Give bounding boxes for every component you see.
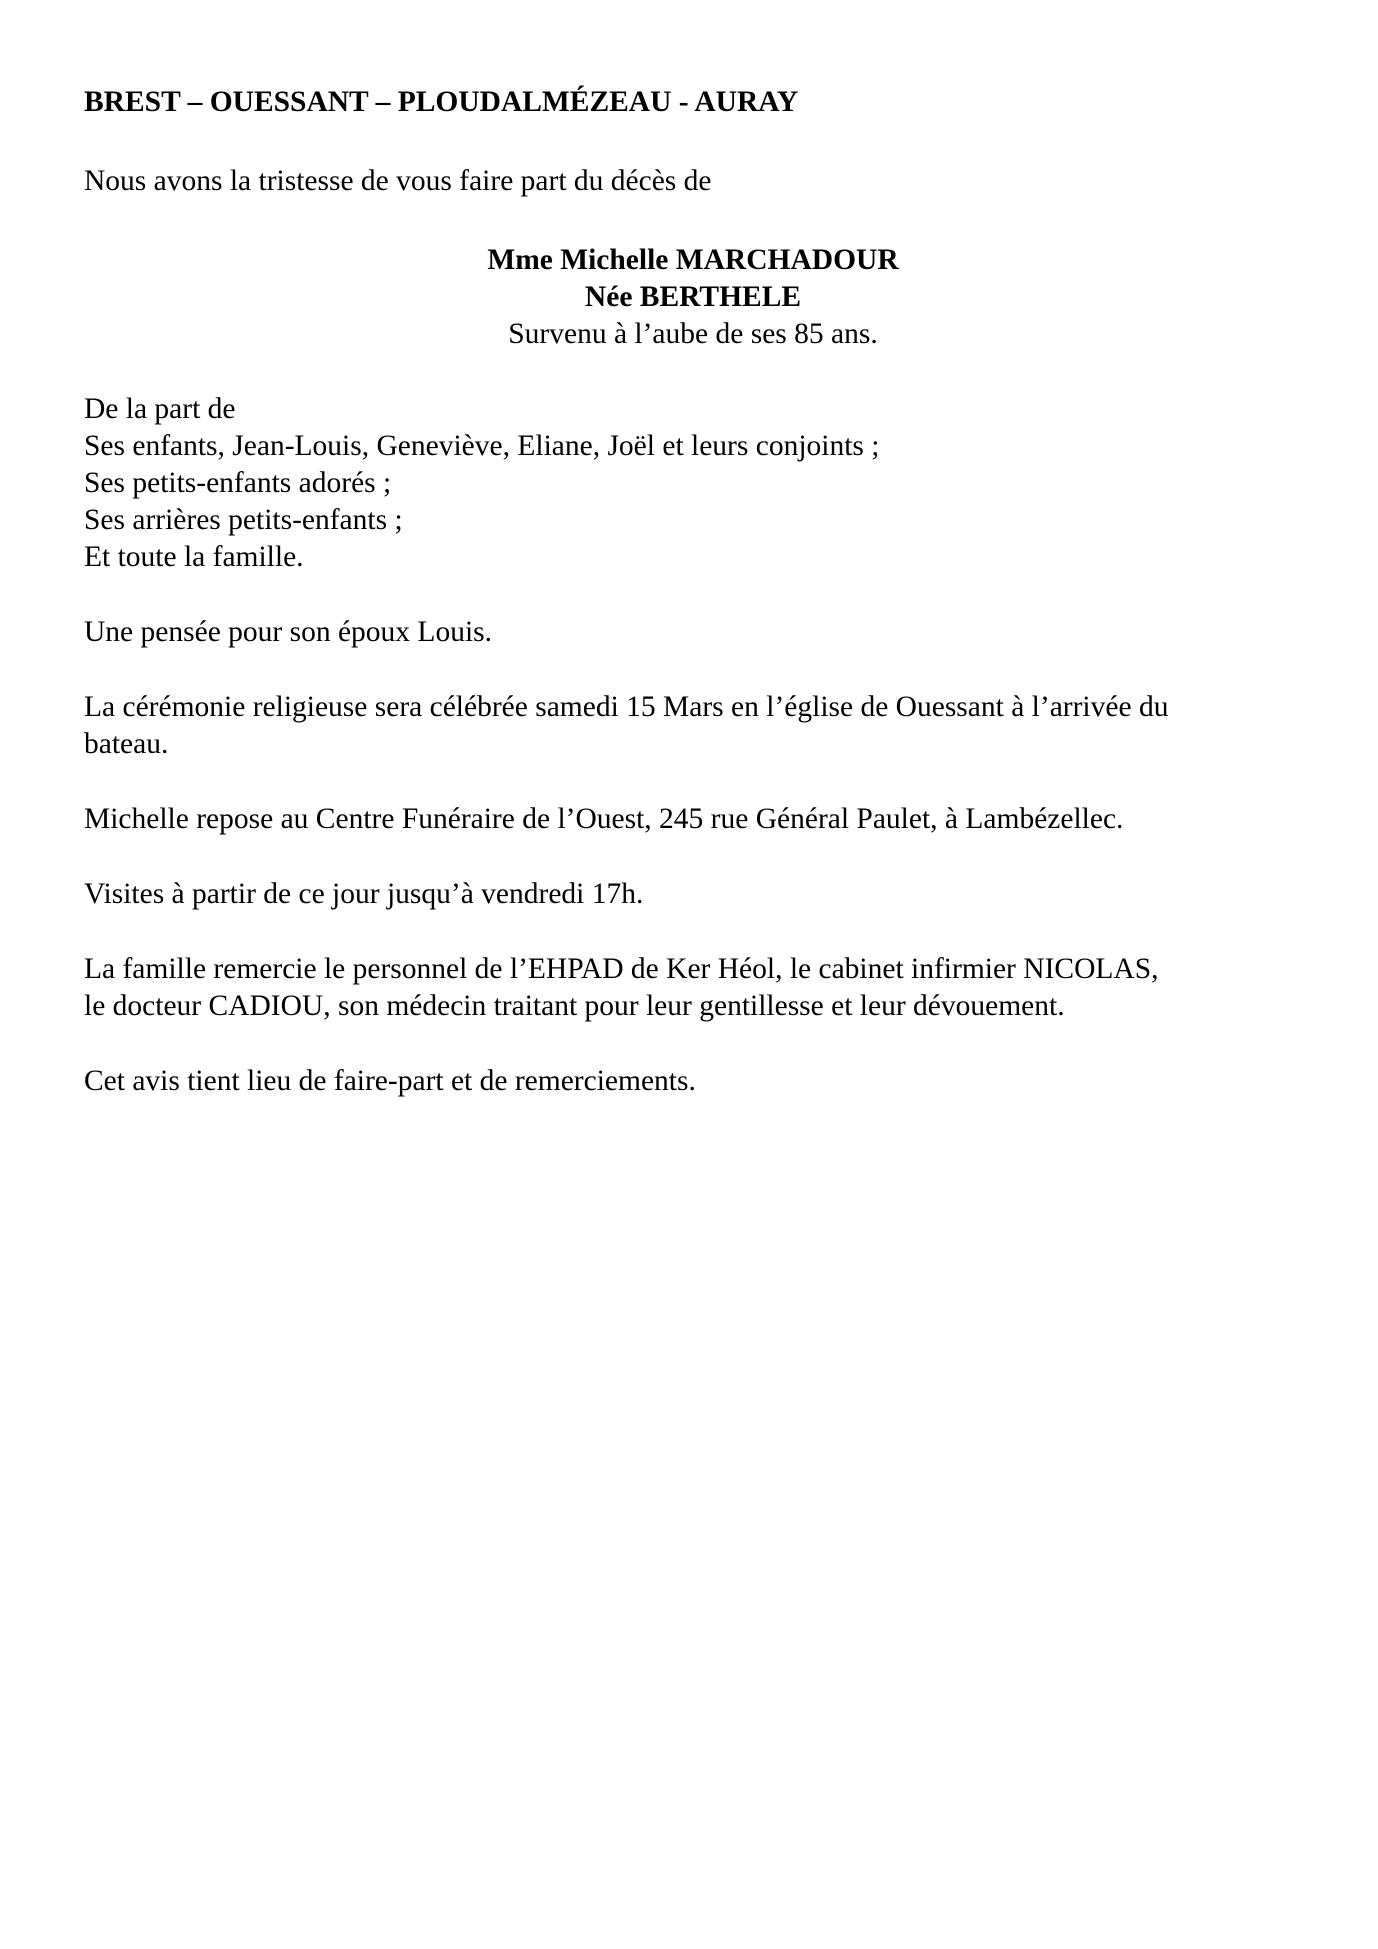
thanks-line: La famille remercie le personnel de l’EHPAD de Ker Héol, le cabinet infirmier NICOLAS, [84, 953, 1159, 985]
obituary-notice [84, 84, 1294, 1100]
ceremony-line: La cérémonie religieuse sera célébrée samedi 15 Mars en l’église de Ouessant à l’arrivée du [84, 691, 1169, 723]
thanks-line: le docteur CADIOU, son médecin traitant pour leur gentillesse et leur dévouement. [84, 990, 1065, 1022]
family-lead: De la part de [84, 393, 236, 425]
deceased-age-line: Survenu à l’aube de ses 85 ans. [508, 318, 878, 350]
family-block [84, 391, 1294, 576]
remembrance-text: Une pensée pour son époux Louis. [84, 616, 493, 648]
deceased-block [84, 242, 1302, 353]
family-line: Ses petits-enfants adorés ; [84, 467, 392, 499]
deceased-name: Mme Michelle MARCHADOUR [487, 244, 899, 276]
ceremony-block [84, 689, 1294, 763]
ceremony-line: bateau. [84, 728, 169, 760]
family-line: Ses arrières petits-enfants ; [84, 504, 403, 536]
family-line: Ses enfants, Jean-Louis, Geneviève, Eliane, Joël et leurs conjoints ; [84, 430, 880, 462]
intro-text: Nous avons la tristesse de vous faire part du décès de [84, 165, 712, 197]
rest-place-text: Michelle repose au Centre Funéraire de l’Ouest, 245 rue Général Paulet, à Lambézellec. [84, 803, 1124, 835]
visits-text: Visites à partir de ce jour jusqu’à vendredi 17h. [84, 878, 644, 910]
family-line: Et toute la famille. [84, 541, 304, 573]
location-heading: BREST – OUESSANT – PLOUDALMÉZEAU - AURAY [84, 86, 799, 118]
closing-text: Cet avis tient lieu de faire-part et de remerciements. [84, 1065, 696, 1097]
thanks-block [84, 951, 1294, 1025]
deceased-maiden-name: Née BERTHELE [584, 281, 802, 313]
